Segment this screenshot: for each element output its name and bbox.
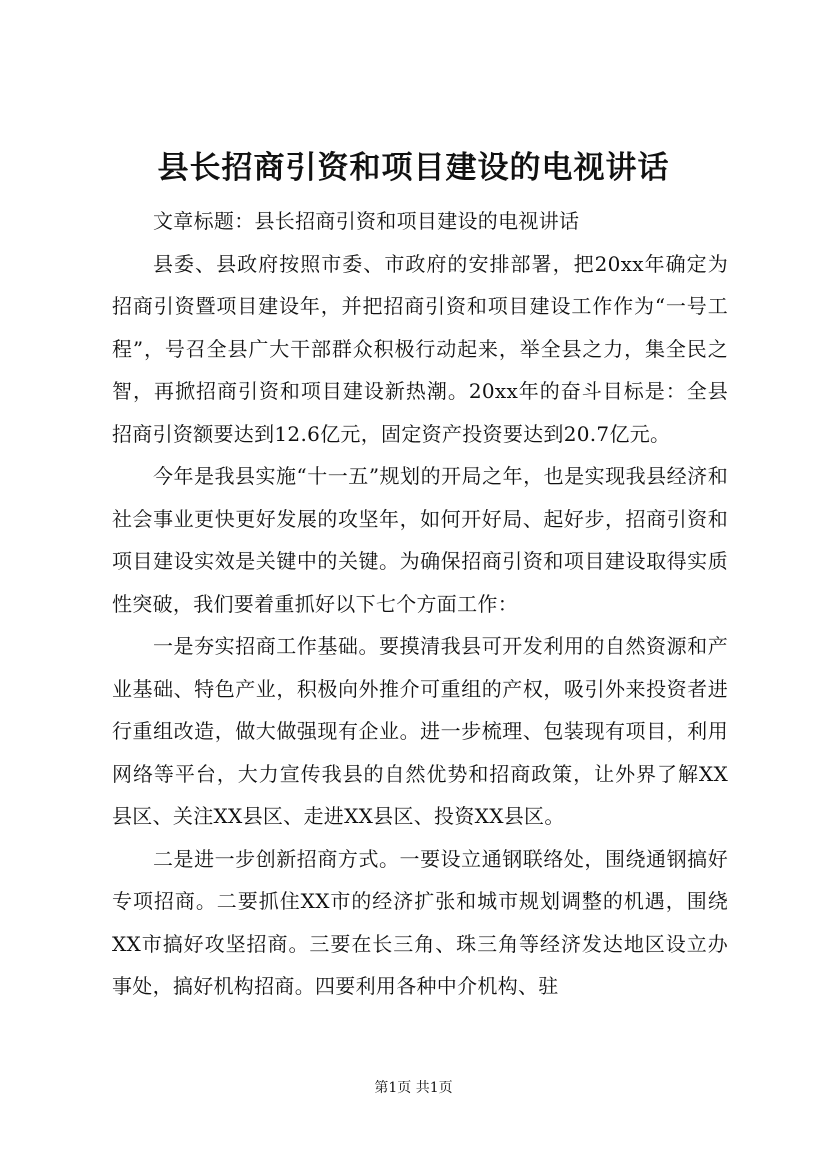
article-title-line: 文章标题：县长招商引资和项目建设的电视讲话 [153,209,580,233]
paragraph-point-one: 一是夯实招商工作基础。要摸清我县可开发利用的自然资源和产业基础、特色产业，积极向外推介可重组的产权，吸引外来投资者进行重组改造，做大做强现有企业。进一步梳理、包装现有项目，利用网络等平台，大力宣传我县的自然优势和招商政策，让外界了解XX县区、关注XX县区、走进XX县区、投资XX县区。 [112,634,728,828]
document-body [112,200,728,1008]
page-number-footer: 第1页 共1页 [374,1080,453,1096]
paragraph-key-year: 今年是我县实施“十一五”规划的开局之年，也是实现我县经济和社会事业更快更好发展的攻坚年，如何开好局、起好步，招商引资和项目建设实效是关键中的关键。为确保招商引资和项目建设取得实质性突破，我们要着重抓好以下七个方面工作： [112,464,728,616]
document-title: 县长招商引资和项目建设的电视讲话 [157,150,670,186]
paragraph-point-two: 二是进一步创新招商方式。一要设立通钢联络处，围绕通钢搞好专项招商。二要抓住XX市的经济扩张和城市规划调整的机遇，围绕XX市搞好攻坚招商。三要在长三角、珠三角等经济发达地区设立办事处，搞好机构招商。四要利用各种中介机构、驻 [112,846,728,998]
paragraph-intro: 县委、县政府按照市委、市政府的安排部署，把20xx年确定为招商引资暨项目建设年，并把招商引资和项目建设工作作为“一号工程”，号召全县广大干部群众积极行动起来，举全县之力，集全民之智，再掀招商引资和项目建设新热潮。20xx年的奋斗目标是：全县招商引资额要达到12.6亿元，固定资产投资要达到20.7亿元。 [112,251,728,446]
